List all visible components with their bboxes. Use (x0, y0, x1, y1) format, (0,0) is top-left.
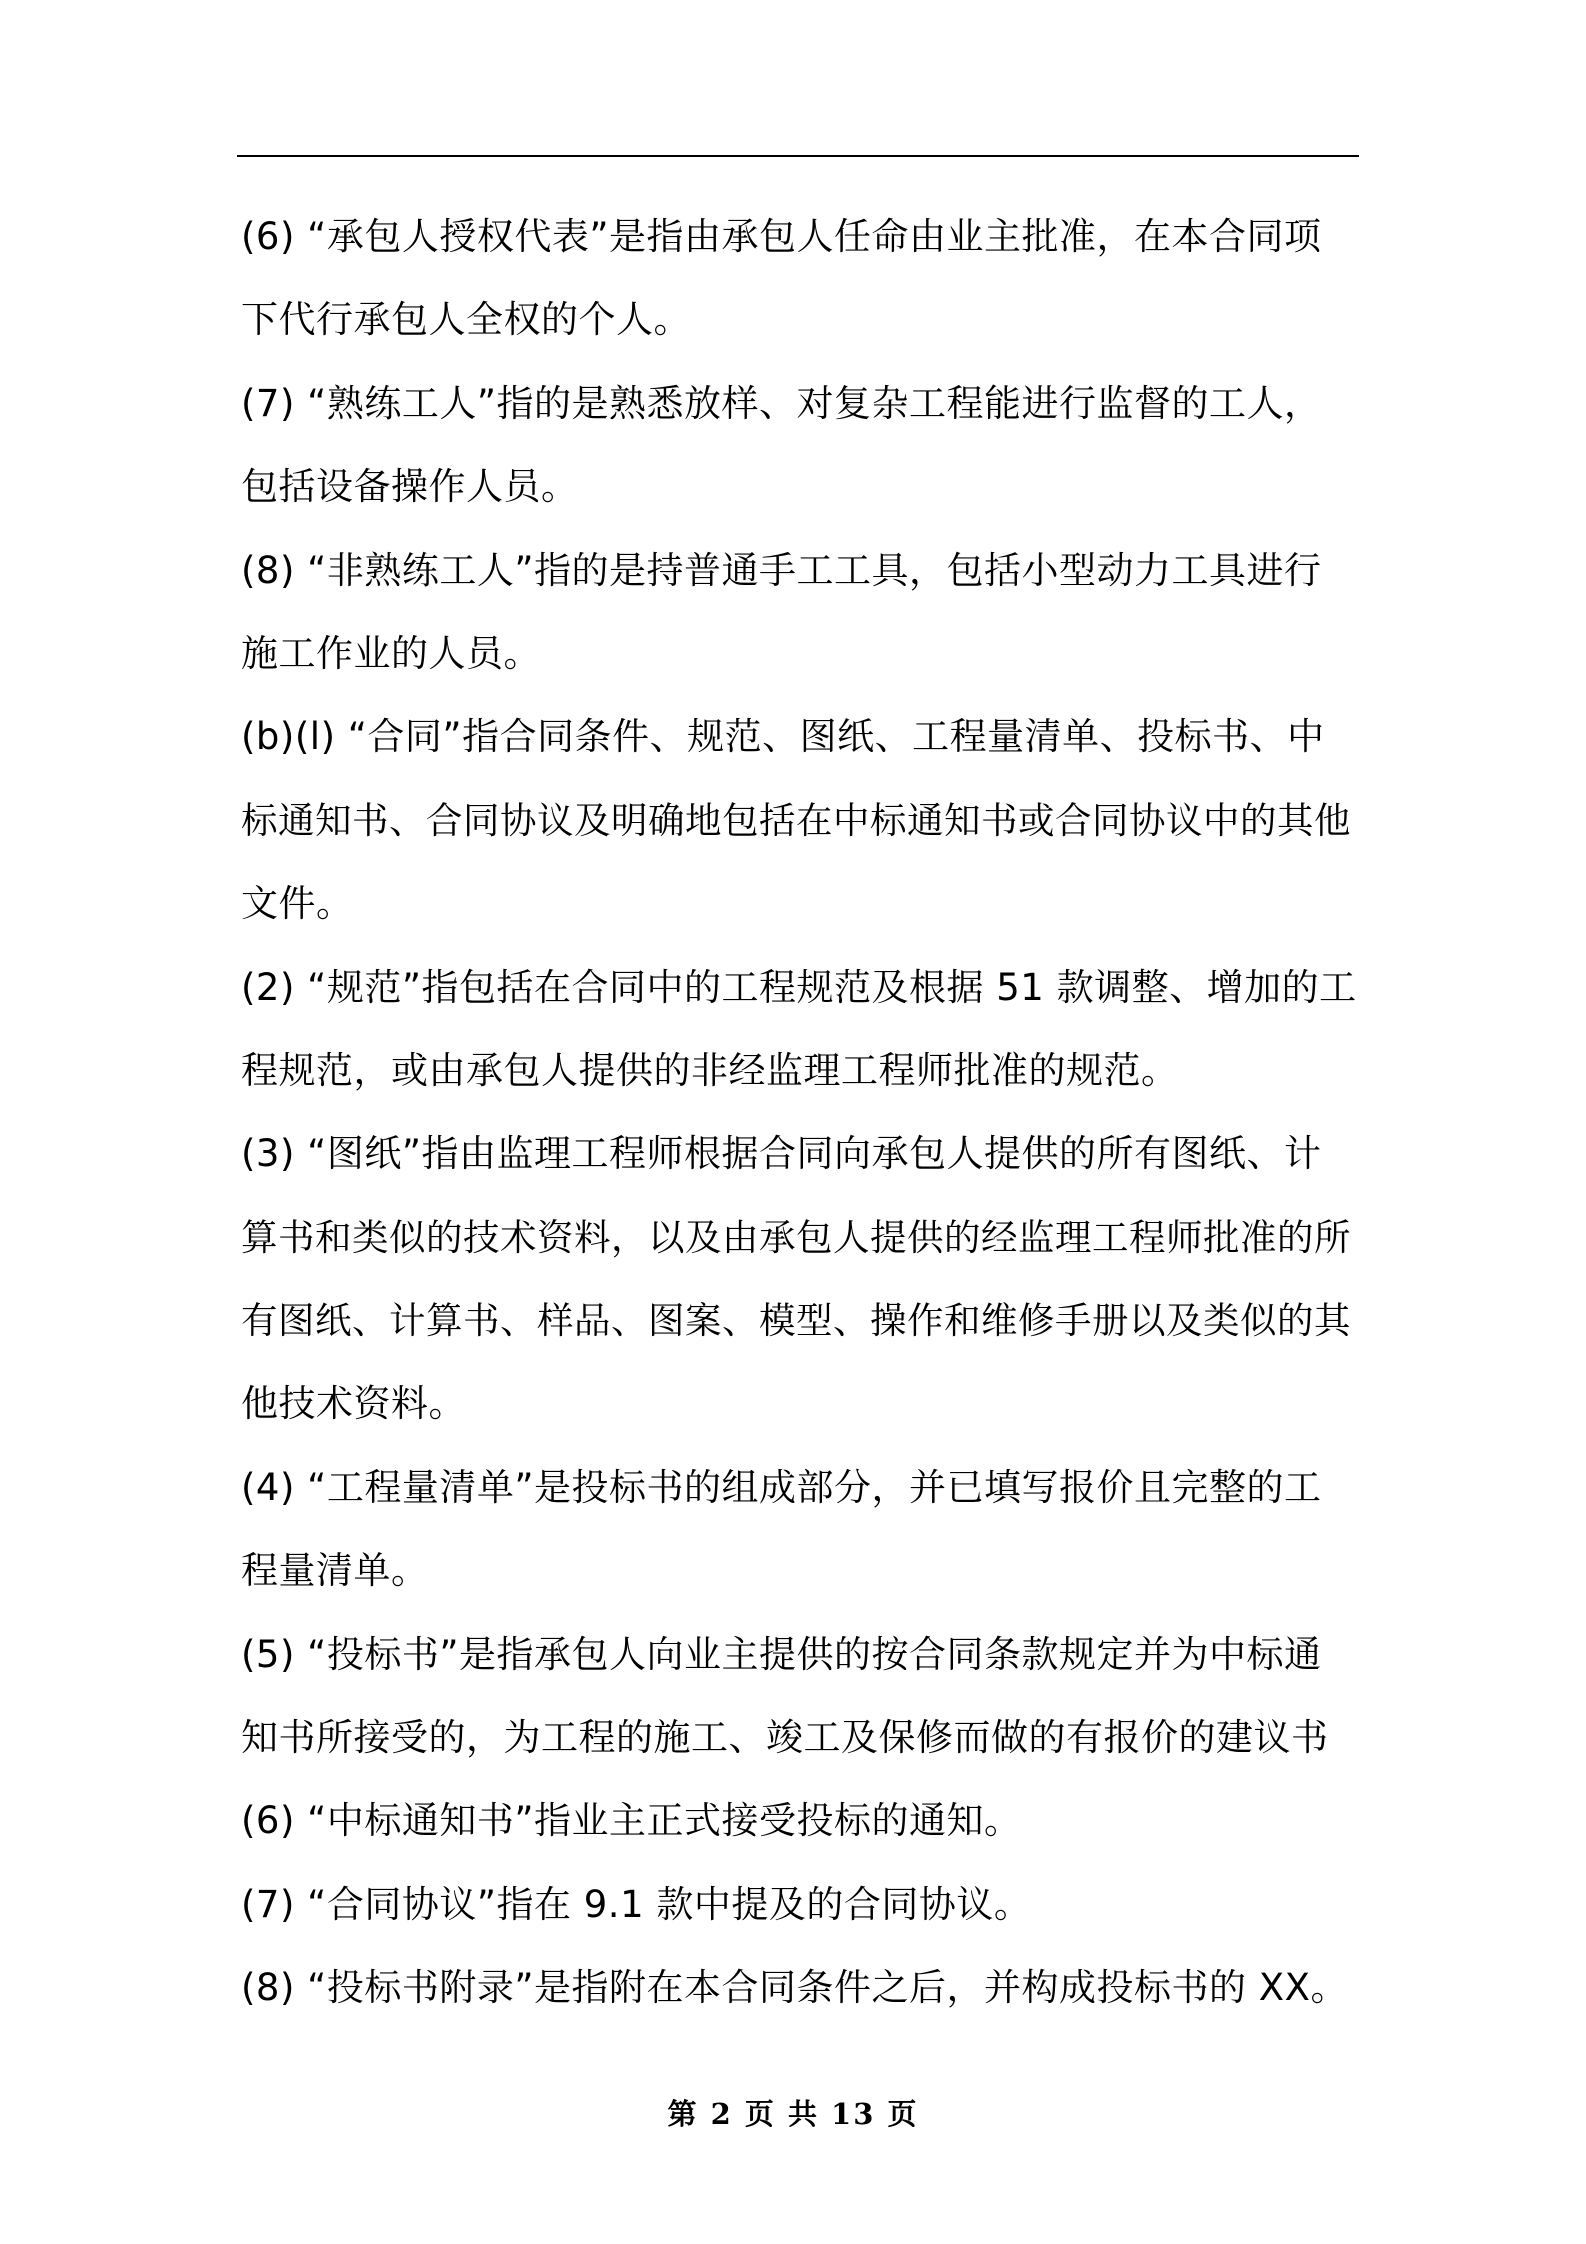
text-line: 程规范，或由承包人提供的非经监理工程师批准的规范。 (241, 1048, 1179, 1092)
text-line: (3) “图纸”指由监理工程师根据合同向承包人提供的所有图纸、计 (241, 1132, 1322, 1176)
text-line: (7) “熟练工人”指的是熟悉放样、对复杂工程能进行监督的工人， (241, 381, 1322, 425)
text-line: (8) “投标书附录”是指附在本合同条件之后，并构成投标书的 XX。 (241, 1966, 1348, 2010)
header-rule (237, 155, 1359, 157)
document-body (241, 195, 1363, 2030)
page-footer: 第 2 页 共 13 页 (667, 2097, 919, 2131)
text-line: 算书和类似的技术资料，以及由承包人提供的经监理工程师批准的所 (241, 1215, 1351, 1259)
text-line: 包括设备操作人员。 (241, 465, 579, 509)
text-line: 知书所接受的，为工程的施工、竣工及保修而做的有报价的建议书 (241, 1716, 1329, 1760)
text-line: (7) “合同协议”指在 9.1 款中提及的合同协议。 (241, 1882, 1032, 1926)
text-line: 有图纸、计算书、样品、图案、模型、操作和维修手册以及类似的其 (241, 1299, 1351, 1343)
text-line: 文件。 (241, 882, 354, 926)
text-line: (8) “非熟练工人”指的是持普通手工工具，包括小型动力工具进行 (241, 548, 1322, 592)
text-line: (6) “承包人授权代表”是指由承包人任命由业主批准，在本合同项 (241, 215, 1322, 258)
text-line: 他技术资料。 (241, 1382, 466, 1426)
text-line: (5) “投标书”是指承包人向业主提供的按合同条款规定并为中标通 (241, 1632, 1322, 1676)
text-line: 施工作业的人员。 (241, 631, 541, 675)
text-line: 程量清单。 (241, 1549, 429, 1593)
text-line: (6) “中标通知书”指业主正式接受投标的通知。 (241, 1799, 1022, 1843)
text-line: 标通知书、合同协议及明确地包括在中标通知书或合同协议中的其他 (241, 798, 1351, 842)
text-line: 下代行承包人全权的个人。 (241, 298, 691, 342)
text-line: (4) “工程量清单”是投标书的组成部分，并已填写报价且完整的工 (241, 1465, 1322, 1509)
text-line: (b)(l) “合同”指合同条件、规范、图纸、工程量清单、投标书、中 (241, 715, 1325, 759)
text-line: (2) “规范”指包括在合同中的工程规范及根据 51 款调整、增加的工 (241, 965, 1357, 1009)
